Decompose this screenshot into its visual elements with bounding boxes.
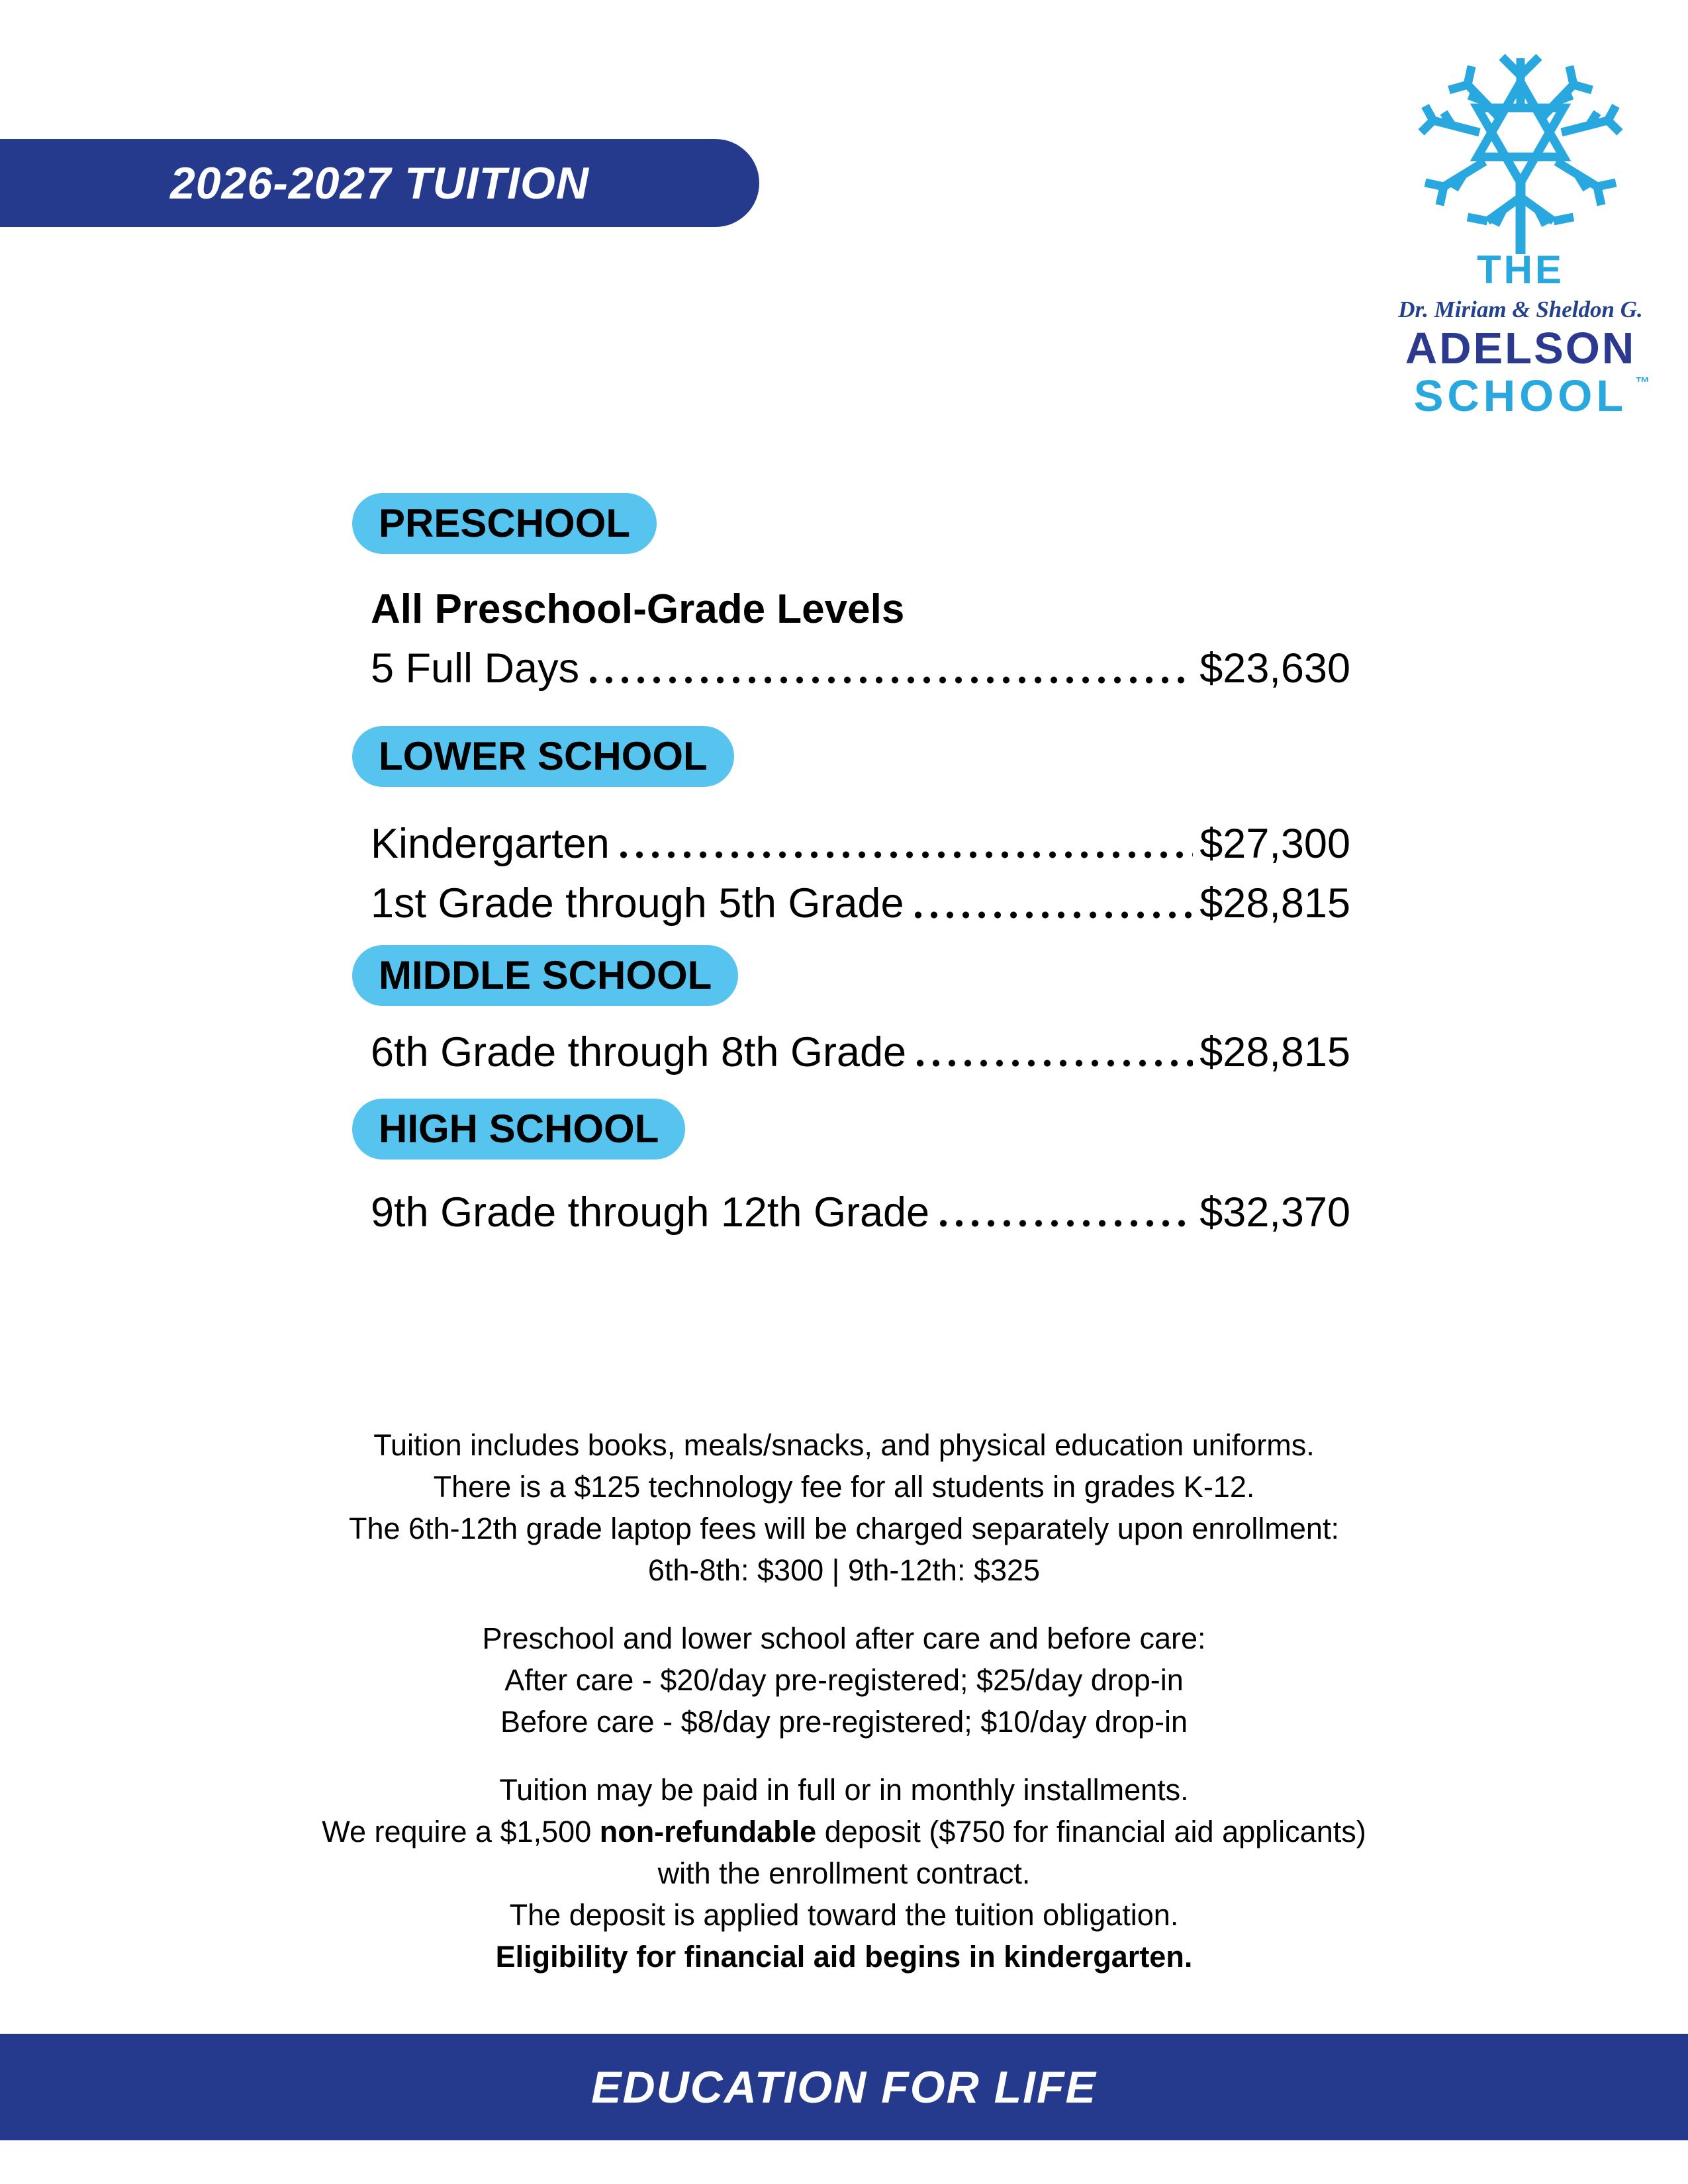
section-pill-lower-school: LOWER SCHOOL xyxy=(352,726,734,787)
dot-leader xyxy=(940,1219,1193,1228)
tuition-row-preschool-5-full-days xyxy=(371,645,1350,692)
tuition-row-label: 1st Grade through 5th Grade xyxy=(371,880,904,927)
footer-slogan: EDUCATION FOR LIFE xyxy=(591,2062,1097,2113)
tuition-amount: $28,815 xyxy=(1199,1028,1350,1075)
tuition-row-label: 6th Grade through 8th Grade xyxy=(371,1028,907,1075)
note-fees-paragraph xyxy=(0,1424,1688,1591)
tuition-row-label: 9th Grade through 12th Grade xyxy=(371,1189,930,1236)
note-line: Before care - $8/day pre-registered; $10/day drop-in xyxy=(500,1705,1188,1739)
tuition-row-kindergarten xyxy=(371,820,1350,868)
footer-banner xyxy=(0,2034,1688,2140)
tuition-row-label: 5 Full Days xyxy=(371,645,580,692)
tuition-amount: $32,370 xyxy=(1199,1189,1350,1236)
section-pill-preschool: PRESCHOOL xyxy=(352,493,657,554)
tuition-amount: $27,300 xyxy=(1199,820,1350,867)
note-line: Preschool and lower school after care and before care: xyxy=(482,1621,1206,1655)
tuition-year-banner xyxy=(0,139,759,227)
logo-word-school: SCHOOL ™ xyxy=(1413,371,1650,421)
note-line: There is a $125 technology fee for all students in grades K-12. xyxy=(433,1470,1255,1504)
logo-word-adelson: ADELSON xyxy=(1405,324,1636,373)
banner-title: 2026-2027 TUITION xyxy=(169,158,590,208)
note-line: The 6th-12th grade laptop fees will be charged separately upon enrollment: xyxy=(349,1512,1339,1545)
tuition-row-1st-5th xyxy=(371,880,1350,927)
dot-leader xyxy=(915,911,1194,919)
tuition-row-label: Kindergarten xyxy=(371,820,610,867)
note-line: We require a $1,500 non-refundable deposit ($750 for financial aid applicants) xyxy=(322,1815,1366,1848)
tuition-notes xyxy=(0,1424,1688,2004)
dot-leader xyxy=(590,676,1193,684)
tuition-amount: $23,630 xyxy=(1199,645,1350,692)
trademark-symbol: ™ xyxy=(1635,374,1650,390)
tuition-sections xyxy=(352,493,1350,1236)
note-line: Tuition may be paid in full or in monthly installments. xyxy=(499,1773,1189,1807)
logo-founders-names: Dr. Miriam & Sheldon G. xyxy=(1398,296,1643,322)
tuition-row-9th-12th xyxy=(371,1189,1350,1236)
note-line: Tuition includes books, meals/snacks, and physical education uniforms. xyxy=(373,1428,1315,1462)
school-logo xyxy=(1372,48,1669,421)
note-line: After care - $20/day pre-registered; $25/day drop-in xyxy=(504,1663,1184,1697)
tree-with-star-of-david-icon xyxy=(1415,48,1626,254)
note-line: The deposit is applied toward the tuition obligation. xyxy=(509,1898,1179,1932)
tuition-amount: $28,815 xyxy=(1199,880,1350,927)
tuition-row-6th-8th xyxy=(371,1028,1350,1076)
section-pill-high-school: HIGH SCHOOL xyxy=(352,1099,685,1160)
note-line: with the enrollment contract. xyxy=(657,1856,1031,1890)
dot-leader xyxy=(917,1059,1193,1068)
dot-leader xyxy=(620,850,1194,859)
note-care-paragraph xyxy=(0,1617,1688,1743)
note-line: 6th-8th: $300 | 9th-12th: $325 xyxy=(647,1553,1041,1587)
financial-aid-emphasis-line: Eligibility for financial aid begins in kindergarten. xyxy=(495,1940,1193,1974)
section-pill-middle-school: MIDDLE SCHOOL xyxy=(352,945,738,1006)
preschool-heading: All Preschool-Grade Levels xyxy=(371,586,905,632)
note-payment-paragraph xyxy=(0,1769,1688,1978)
logo-word-the: THE xyxy=(1477,248,1564,292)
non-refundable-emphasis: non-refundable xyxy=(599,1815,817,1848)
